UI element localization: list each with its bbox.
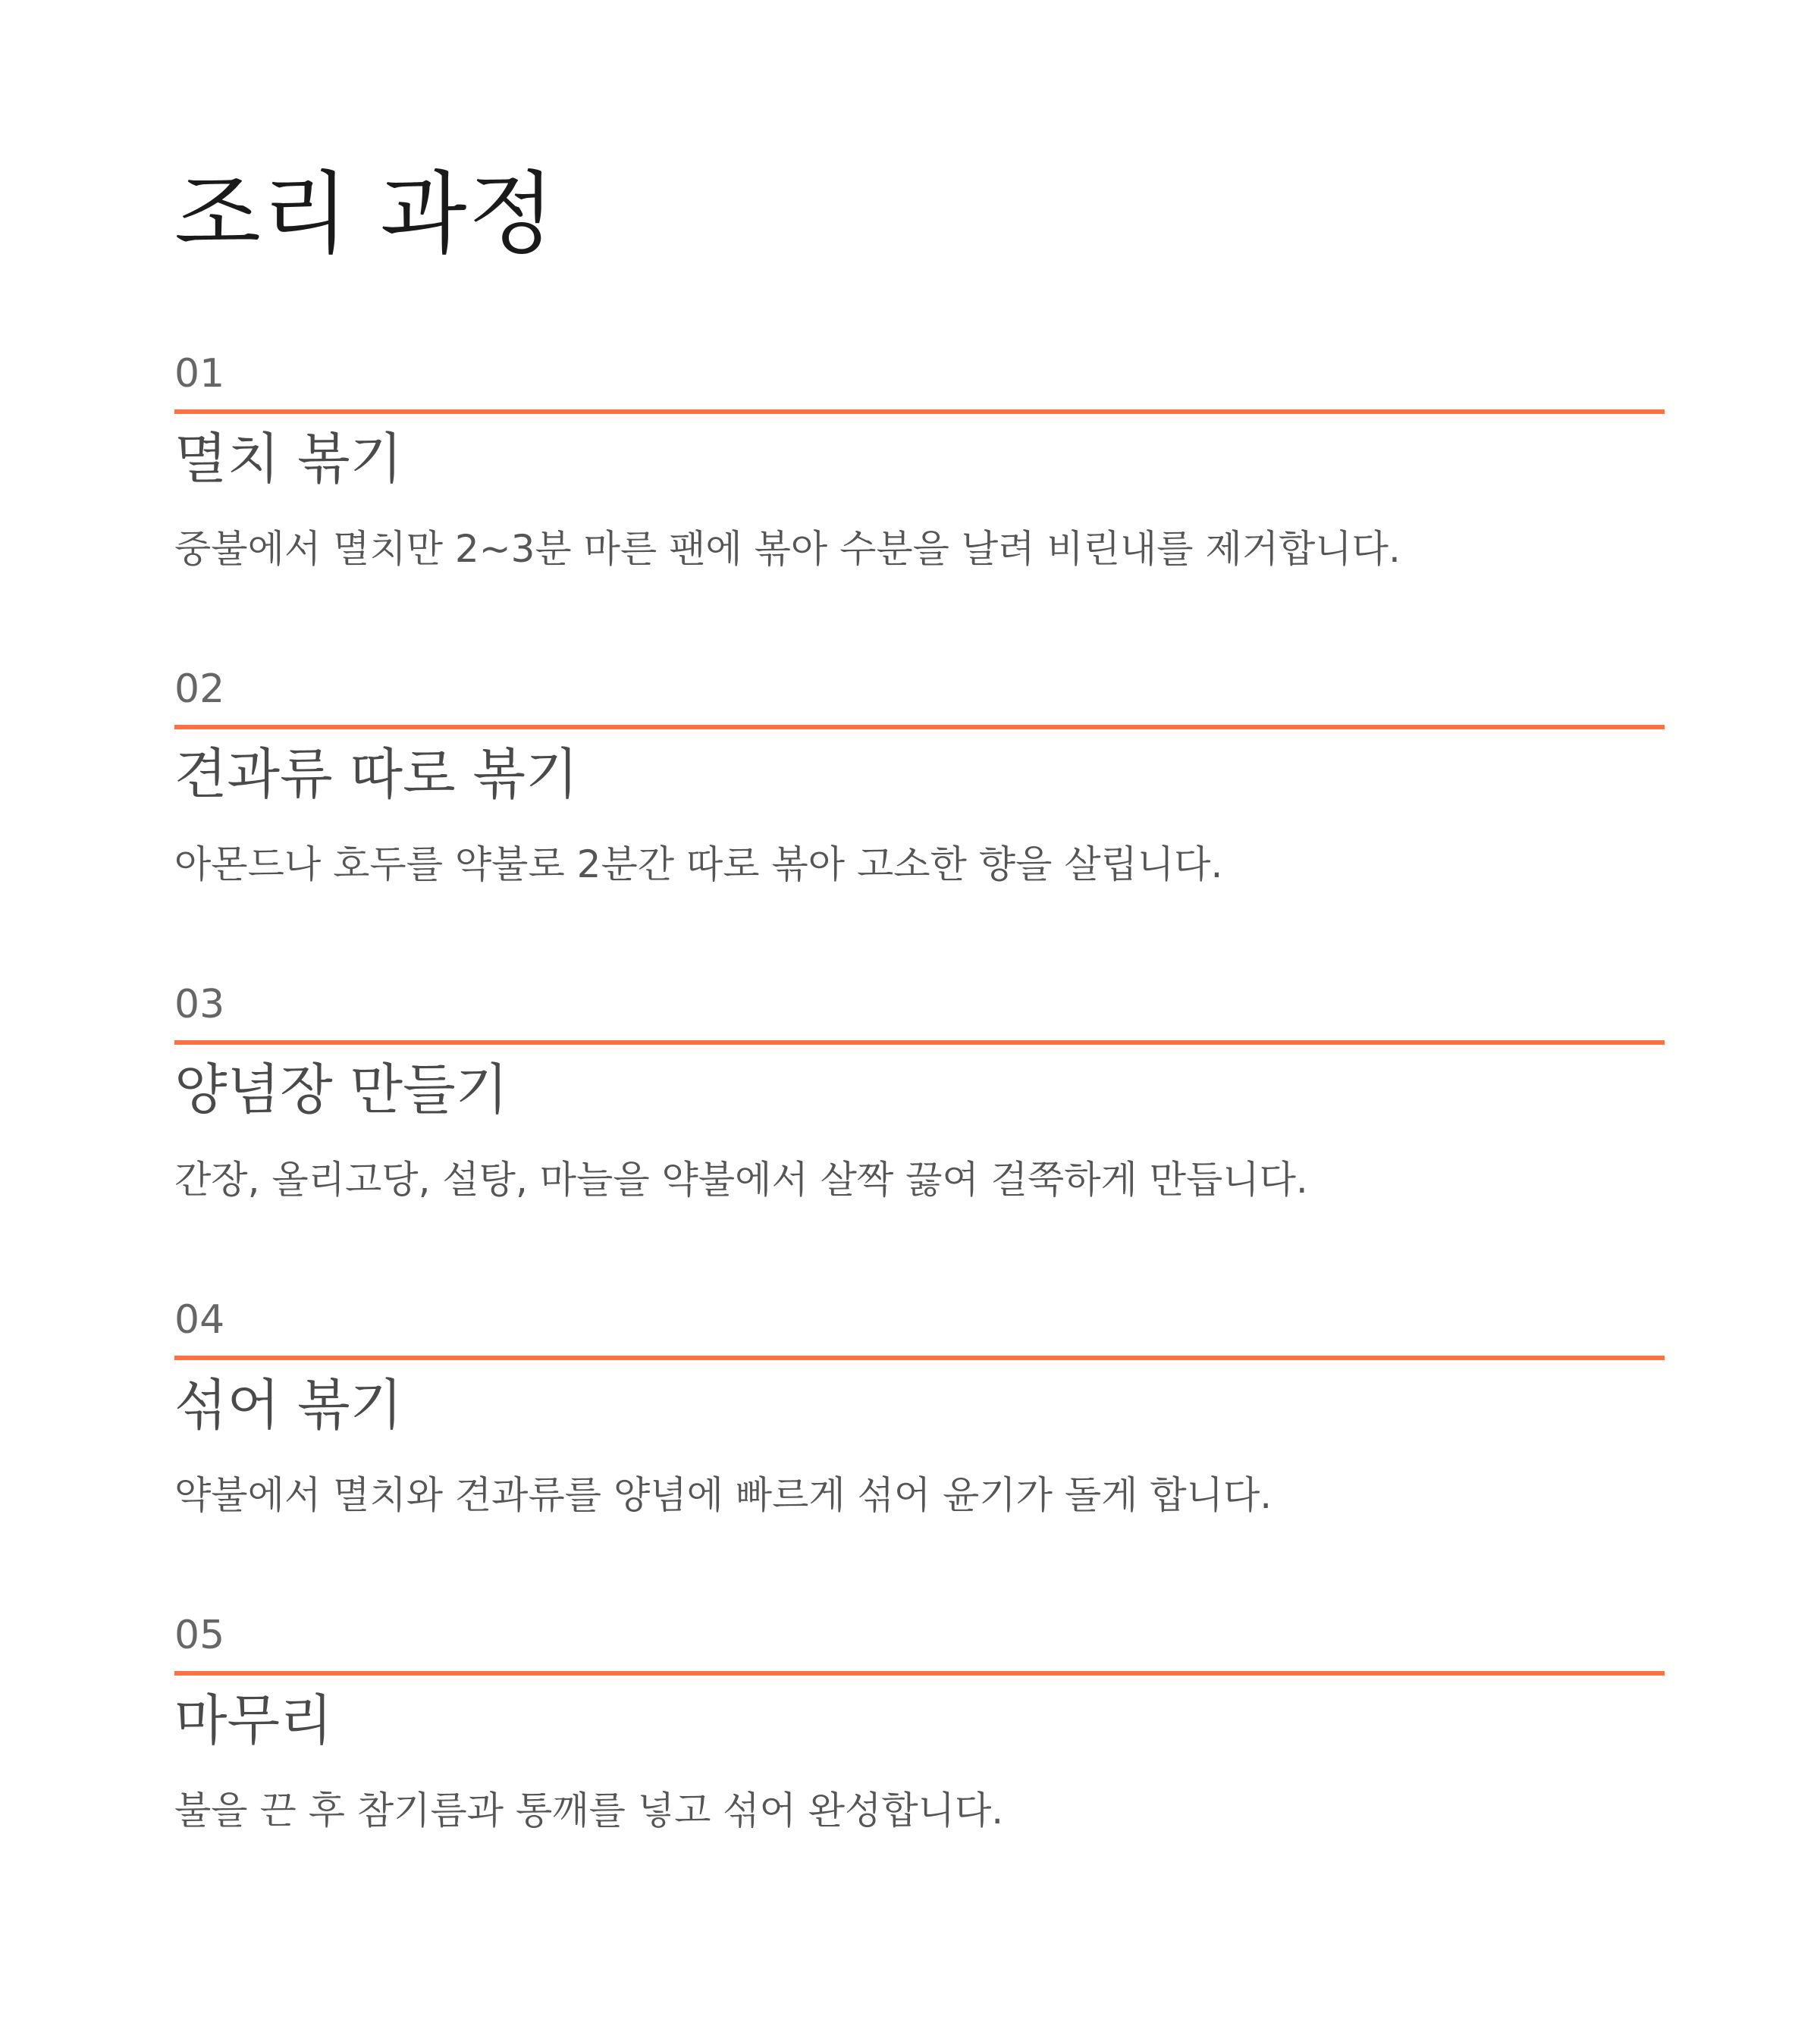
step-divider — [174, 1040, 1665, 1045]
step-title: 마무리 — [174, 1688, 333, 1752]
step-divider — [174, 1671, 1665, 1676]
step-number: 01 — [174, 351, 225, 397]
step-description: 중불에서 멸치만 2~3분 마른 팬에 볶아 수분을 날려 비린내를 제거합니다. — [174, 527, 1401, 571]
step-number: 03 — [174, 982, 225, 1027]
page-title: 조리 과정 — [174, 161, 557, 266]
step-title: 견과류 따로 볶기 — [174, 742, 579, 806]
step-number: 05 — [174, 1613, 225, 1658]
step-description: 약불에서 멸치와 견과류를 양념에 빠르게 섞어 윤기가 돌게 합니다. — [174, 1473, 1272, 1517]
step-title: 멸치 볶기 — [174, 427, 403, 491]
step-number: 04 — [174, 1297, 225, 1343]
step-description: 아몬드나 호두를 약불로 2분간 따로 볶아 고소한 향을 살립니다. — [174, 842, 1223, 886]
step-divider — [174, 409, 1665, 414]
step-divider — [174, 725, 1665, 729]
step-divider — [174, 1356, 1665, 1360]
step-number: 02 — [174, 666, 225, 712]
step-title: 양념장 만들기 — [174, 1058, 509, 1121]
step-description: 간장, 올리고당, 설탕, 마늘을 약불에서 살짝 끓여 걸쭉하게 만듭니다. — [174, 1158, 1308, 1202]
step-title: 섞어 볶기 — [174, 1373, 403, 1437]
step-description: 불을 끈 후 참기름과 통깨를 넣고 섞어 완성합니다. — [174, 1789, 1004, 1833]
